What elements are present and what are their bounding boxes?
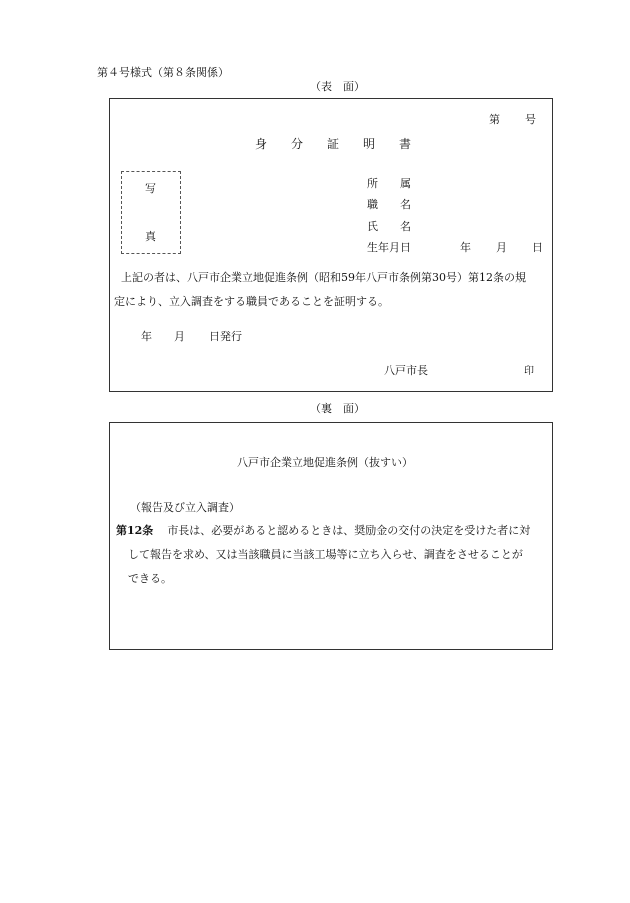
seal-mark [524, 364, 534, 378]
field-birthdate-year: 年 [460, 241, 471, 254]
photo-label-bottom: 真 [145, 230, 156, 243]
statement-line-2: 定により、立入調査をする職員であることを証明する。 [114, 295, 389, 308]
field-name-label: 氏 名 [367, 220, 411, 233]
field-birthdate-label: 生年月日 [367, 241, 411, 254]
front-card [109, 98, 553, 392]
article-label: 第12条 [116, 524, 154, 537]
certificate-number-suffix: 号 [525, 113, 536, 126]
statement-line-1: 上記の者は、八戸市企業立地促進条例（昭和59年八戸市条例第30号）第12条の規 [121, 271, 526, 284]
issuer-name: 八戸市長 [384, 364, 428, 377]
seal-label: 印 [524, 366, 534, 377]
front-side-label: （表 面） [310, 80, 365, 93]
field-birthdate-day: 日 [532, 241, 543, 254]
certificate-number-prefix: 第 [489, 113, 500, 126]
ordinance-excerpt-title: 八戸市企業立地促進条例（抜すい） [237, 456, 413, 469]
article-line-3: できる。 [128, 572, 172, 585]
issue-date-month: 月 [174, 330, 185, 343]
field-affiliation-label: 所 属 [367, 177, 411, 190]
photo-placeholder [121, 171, 181, 254]
issue-date-day: 日発行 [209, 330, 242, 343]
article-text-1: 市長は、必要があると認めるときは、奨励金の交付の決定を受けた者に対 [167, 524, 531, 537]
form-heading: 第４号様式（第８条関係） [97, 66, 229, 79]
field-birthdate-month: 月 [496, 241, 507, 254]
back-side-label: （裏 面） [310, 402, 365, 415]
section-heading: （報告及び立入調査） [130, 501, 240, 514]
photo-label-top: 写 [145, 182, 156, 195]
article-line-2: して報告を求め、又は当該職員に当該工場等に立ち入らせ、調査をさせることが [128, 548, 523, 561]
article-line-1 [116, 524, 530, 537]
issue-date-year: 年 [141, 330, 152, 343]
back-card [109, 422, 553, 650]
field-position-label: 職 名 [367, 198, 411, 211]
certificate-title: 身 分 証 明 書 [255, 137, 412, 151]
